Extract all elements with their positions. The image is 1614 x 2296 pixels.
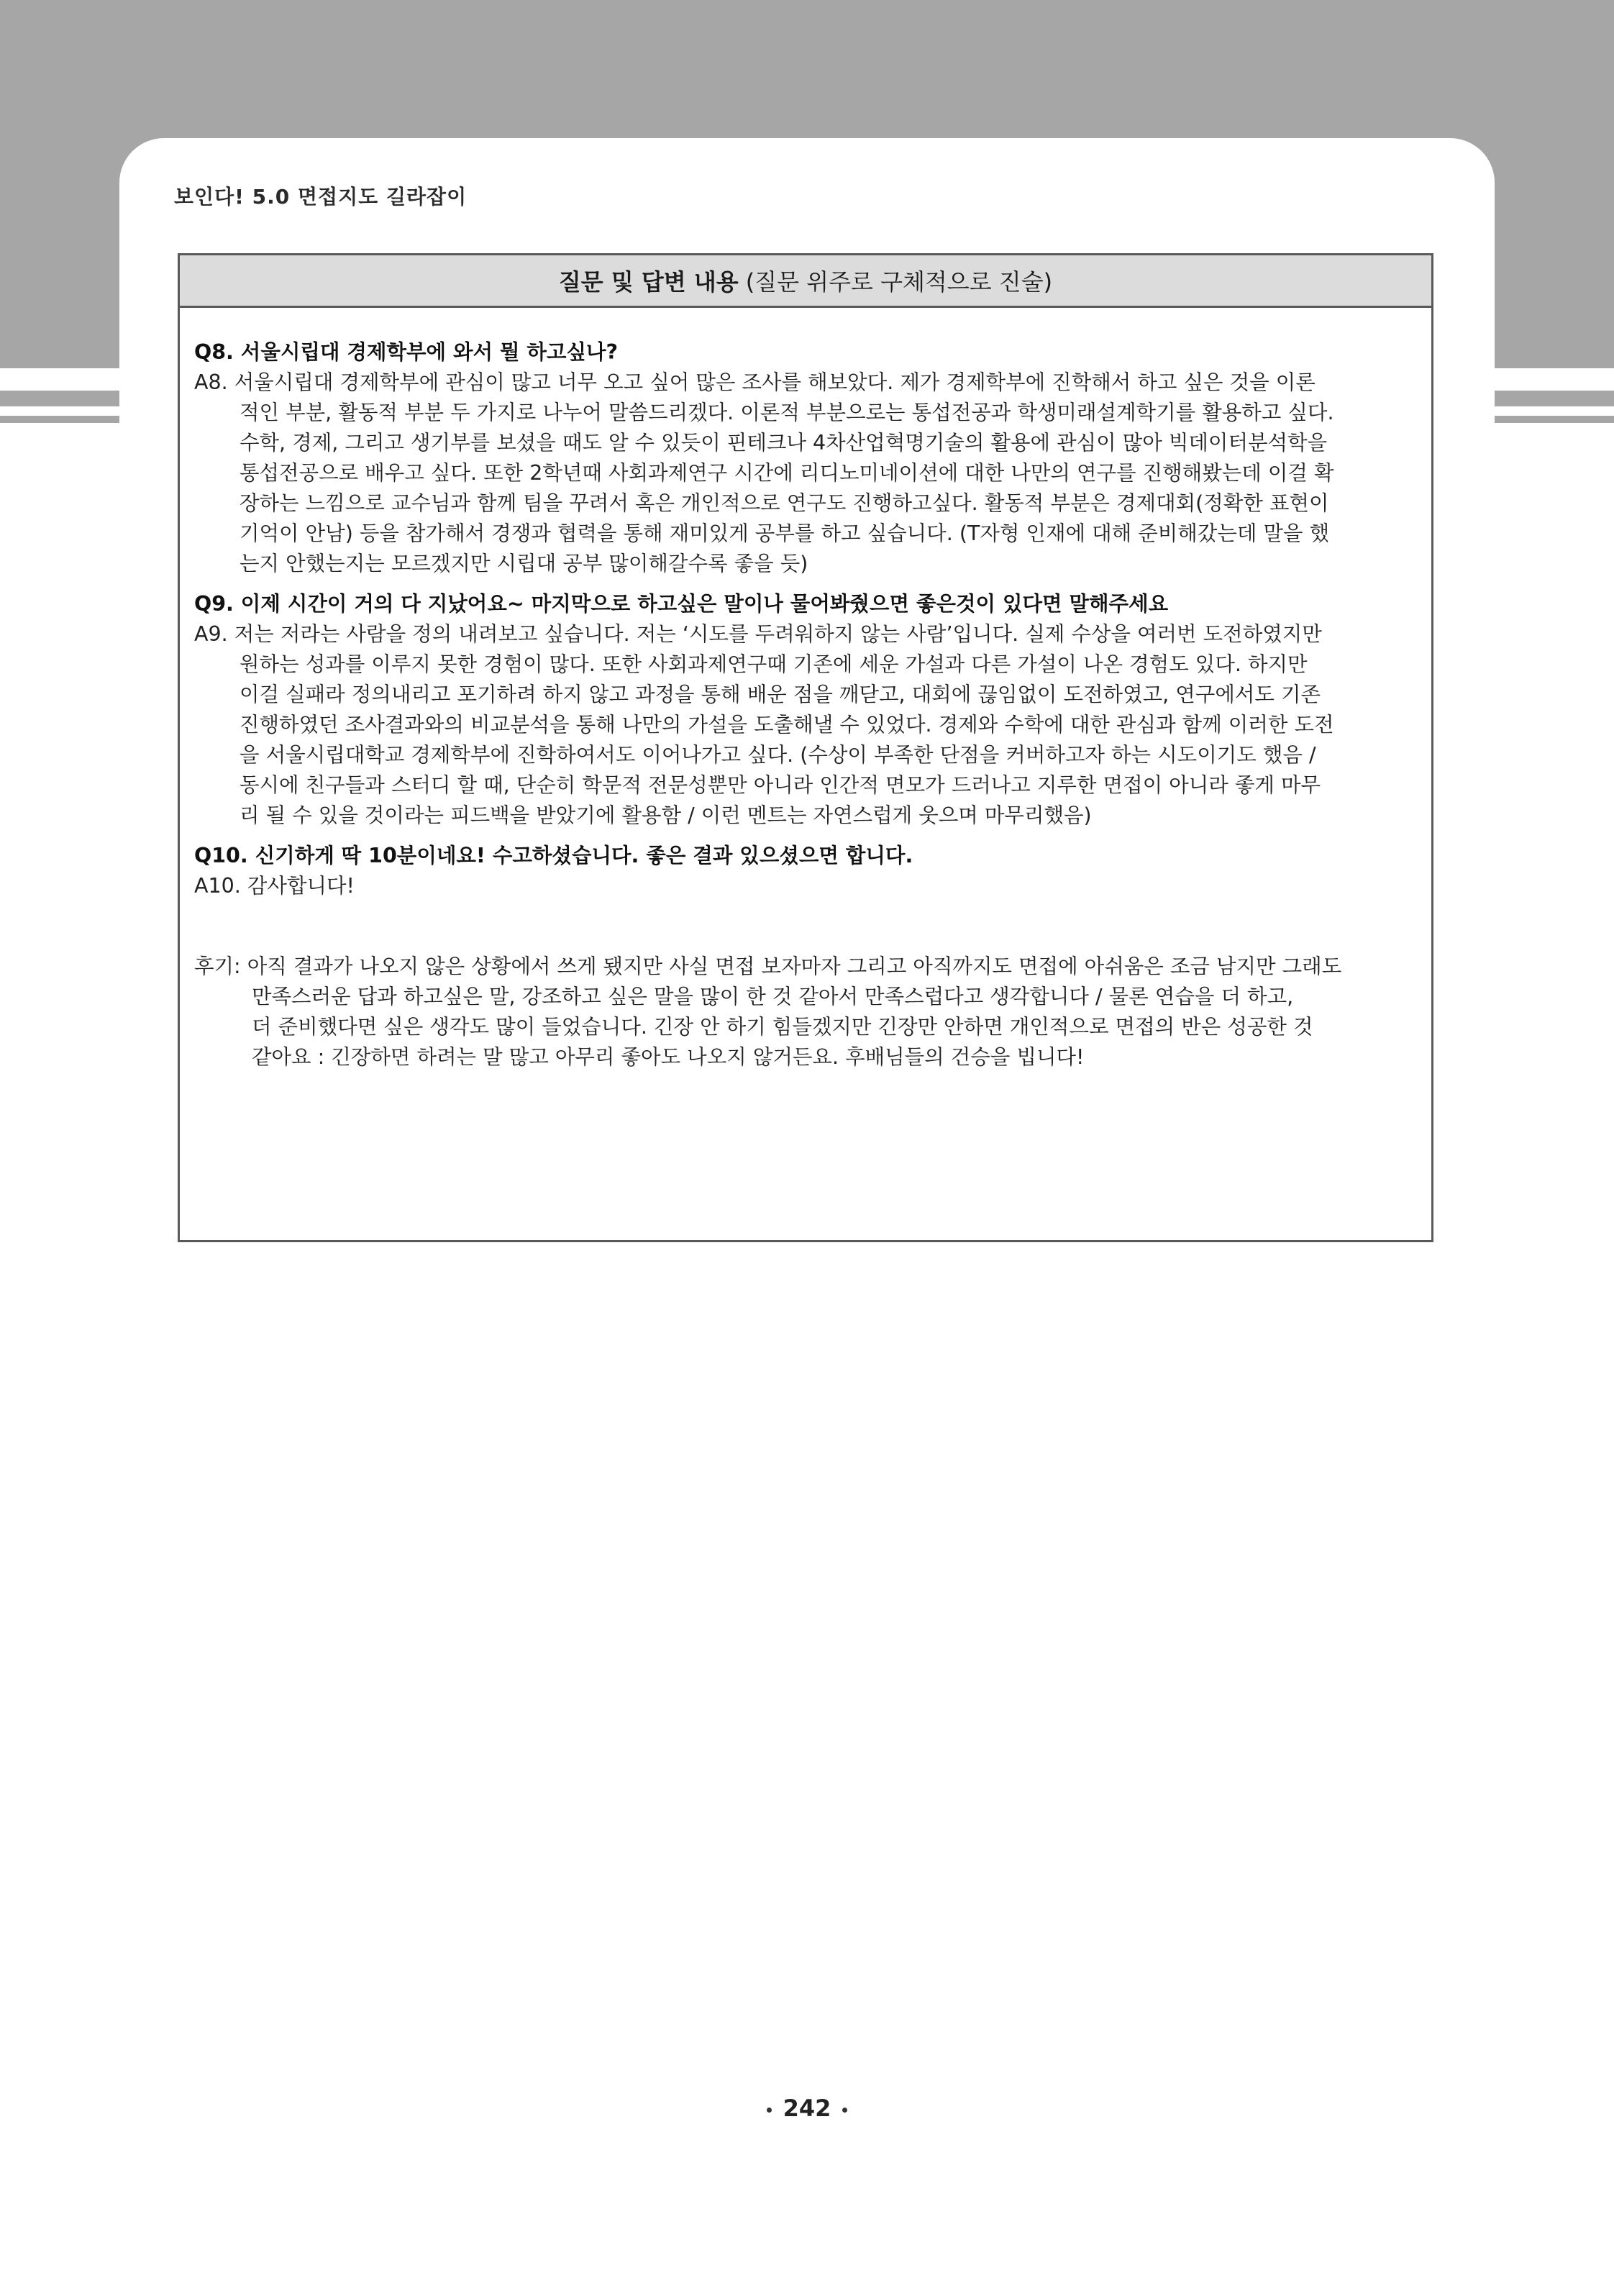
answer-line: 원하는 성과를 이루지 못한 경험이 많다. 또한 사회과제연구때 기존에 세운 가설과 다른 가설이 나온 경험도 있다. 하지만 <box>240 652 1308 676</box>
answer-q10: A10. 감사합니다! <box>194 874 355 898</box>
answer-line: 는지 안했는지는 모르겠지만 시립대 공부 많이해갈수록 좋을 듯) <box>240 552 808 575</box>
right-stripe <box>1495 391 1614 406</box>
qa-box <box>178 253 1433 1242</box>
box-body <box>180 308 1431 1240</box>
answer-line: 이걸 실패라 정의내리고 포기하려 하지 않고 과정을 통해 배운 점을 깨닫고, 대회에 끊임없이 도전하였고, 연구에서도 기존 <box>240 683 1321 706</box>
left-stripe <box>0 391 119 406</box>
bullet-dot-left <box>767 2108 772 2113</box>
answer-line: 수학, 경제, 그리고 생기부를 보셨을 때도 알 수 있듯이 핀테크나 4차산업혁명기술의 활용에 관심이 많아 빅데이터분석학을 <box>240 431 1328 455</box>
answer-line: 적인 부분, 활동적 부분 두 가지로 나누어 말씀드리겠다. 이론적 부분으로는 통섭전공과 학생미래설계학기를 활용하고 싶다. <box>240 401 1334 424</box>
question-q10: Q10. 신기하게 딱 10분이네요! 수고하셨습니다. 좋은 결과 있으셨으면 합니다. <box>194 844 913 867</box>
answer-line: A9. 저는 저라는 사람을 정의 내려보고 싶습니다. 저는 ‘시도를 두려워하지 않는 사람’입니다. 실제 수상을 여러번 도전하였지만 <box>194 622 1322 646</box>
answer-line: 진행하였던 조사결과와의 비교분석을 통해 나만의 가설을 도출해낼 수 있었다. 경제와 수학에 대한 관심과 함께 이러한 도전 <box>240 713 1334 737</box>
bullet-dot-right <box>842 2108 847 2113</box>
answer-line: 장하는 느낌으로 교수님과 함께 팀을 꾸려서 혹은 개인적으로 연구도 진행하고싶다. 활동적 부분은 경제대회(정확한 표현이 <box>240 491 1329 515</box>
review-line: 같아요 : 긴장하면 하려는 말 많고 아무리 좋아도 나오지 않거든요. 후배님들의 건승을 빕니다! <box>252 1045 1085 1069</box>
answer-line: 리 될 수 있을 것이라는 피드백을 받았기에 활용함 / 이런 멘트는 자연스럽게 웃으며 마무리했음) <box>240 803 1092 827</box>
page-number <box>0 2095 1614 2122</box>
left-stripe-thin <box>0 416 119 423</box>
question-q9: Q9. 이제 시간이 거의 다 지났어요~ 마지막으로 하고싶은 말이나 물어봐줬으면 좋은것이 있다면 말해주세요 <box>194 592 1169 616</box>
answer-line: 을 서울시립대학교 경제학부에 진학하여서도 이어나가고 싶다. (수상이 부족한 단점을 커버하고자 하는 시도이기도 했음 / <box>240 743 1316 767</box>
page-number-value: 242 <box>783 2095 831 2122</box>
review-line: 만족스러운 답과 하고싶은 말, 강조하고 싶은 말을 많이 한 것 같아서 만족스럽다고 생각합니다 / 물론 연습을 더 하고, <box>252 985 1294 1008</box>
box-heading-note: (질문 위주로 구체적으로 진술) <box>745 268 1053 296</box>
answer-line: 동시에 친구들과 스터디 할 때, 단순히 학문적 전문성뿐만 아니라 인간적 면모가 드러나고 지루한 면접이 아니라 좋게 마무 <box>240 773 1321 797</box>
running-header: 보인다! 5.0 면접지도 길라잡이 <box>174 185 468 209</box>
review-line: 후기: 아직 결과가 나오지 않은 상황에서 쓰게 됐지만 사실 면접 보자마자 그리고 아직까지도 면접에 아쉬움은 조금 남지만 그래도 <box>194 955 1342 978</box>
answer-line: 통섭전공으로 배우고 싶다. 또한 2학년때 사회과제연구 시간에 리디노미네이션에 대한 나만의 연구를 진행해봤는데 이걸 확 <box>240 461 1334 485</box>
answer-line: A8. 서울시립대 경제학부에 관심이 많고 너무 오고 싶어 많은 조사를 해보았다. 제가 경제학부에 진학해서 하고 싶은 것을 이론 <box>194 370 1316 394</box>
question-q8: Q8. 서울시립대 경제학부에 와서 뭘 하고싶나? <box>194 340 619 364</box>
answer-line: 기억이 안남) 등을 참가해서 경쟁과 협력을 통해 재미있게 공부를 하고 싶습니다. (T자형 인재에 대해 준비해갔는데 말을 했 <box>240 521 1330 545</box>
box-heading-bold: 질문 및 답변 내용 <box>558 268 739 296</box>
review-line: 더 준비했다면 싶은 생각도 많이 들었습니다. 긴장 안 하기 힘들겠지만 긴장만 안하면 개인적으로 면접의 반은 성공한 것 <box>252 1015 1313 1039</box>
right-stripe-thin <box>1495 416 1614 423</box>
box-heading <box>180 255 1431 308</box>
